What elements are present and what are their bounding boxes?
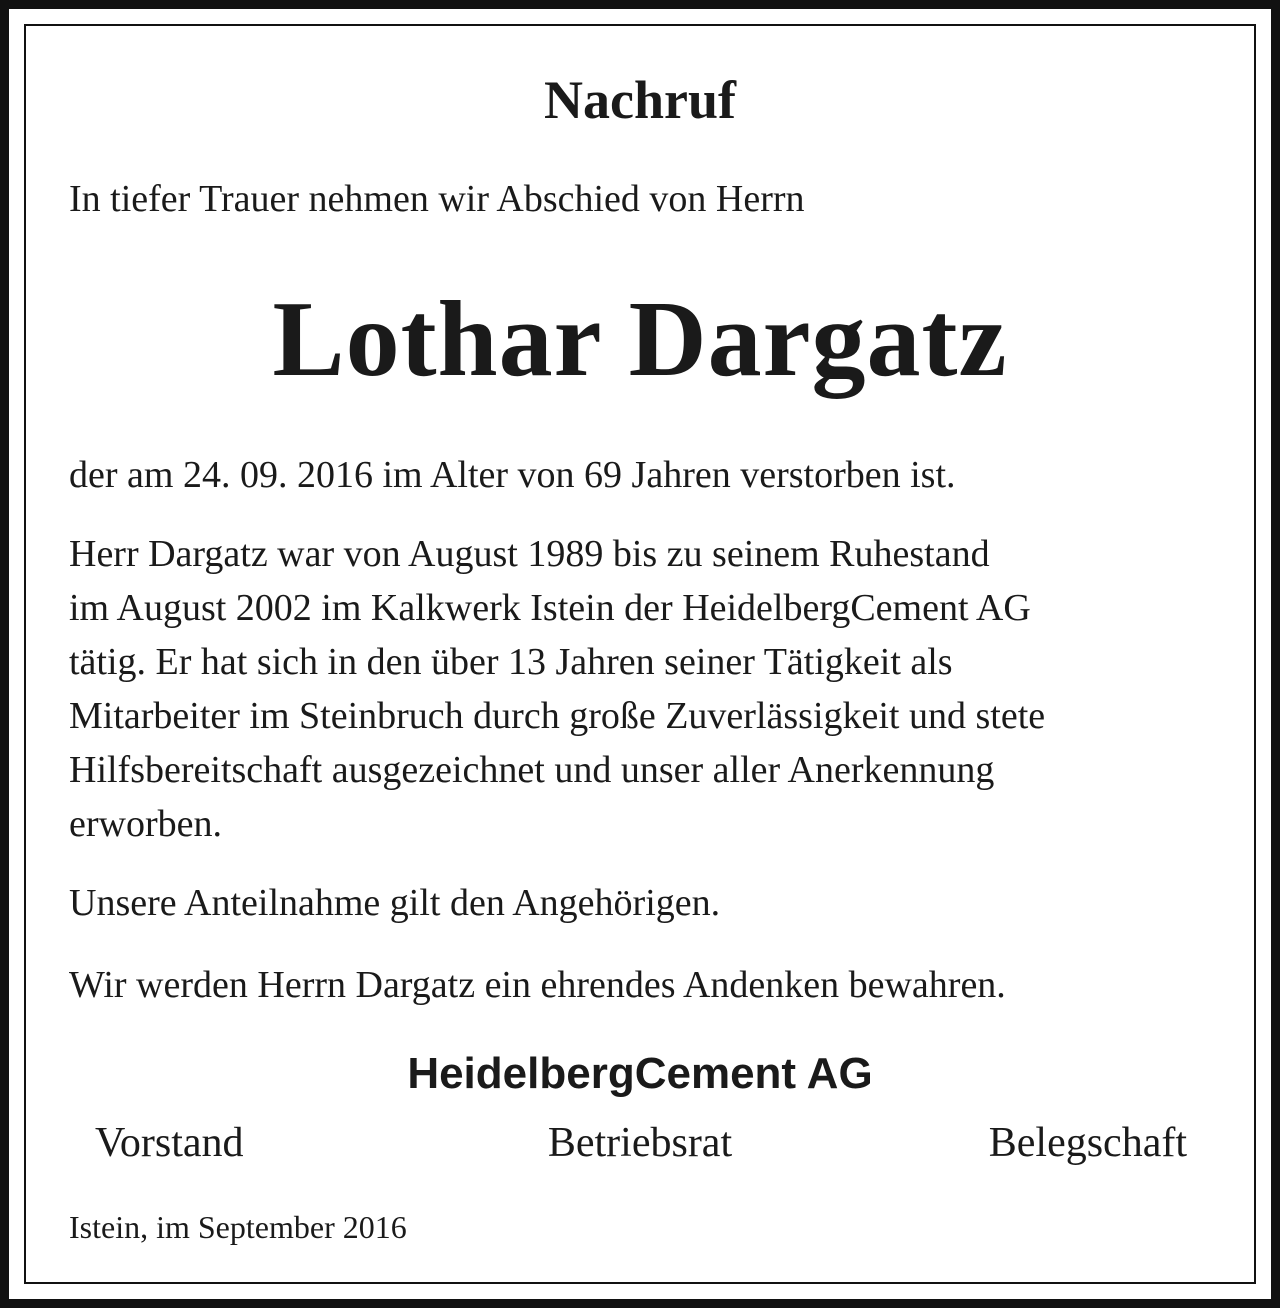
career-line: Hilfsbereitschaft ausgezeichnet und unser aller Anerkennung [69,749,995,791]
intro-text: In tiefer Trauer nehmen wir Abschied von Herrn [69,178,805,220]
signatory-staff: Belegschaft [988,1120,1187,1166]
company-name: HeidelbergCement AG [407,1049,873,1098]
career-line: erworben. [69,803,222,845]
career-line: Herr Dargatz war von August 1989 bis zu seinem Ruhestand [69,533,990,575]
signatory-board: Vorstand [95,1120,244,1166]
condolence-text: Unsere Anteilnahme gilt den Angehörigen. [69,882,721,924]
notice-title: Nachruf [544,70,736,130]
death-date-text: der am 24. 09. 2016 im Alter von 69 Jahren verstorben ist. [69,454,956,496]
career-line: tätig. Er hat sich in den über 13 Jahren seiner Tätigkeit als [69,641,953,683]
signatory-works-council: Betriebsrat [547,1120,733,1166]
career-line: im August 2002 im Kalkwerk Istein der HeidelbergCement AG [69,587,1031,629]
career-paragraph [69,527,1045,851]
place-date: Istein, im September 2016 [69,1209,407,1245]
memory-text: Wir werden Herrn Dargatz ein ehrendes Andenken bewahren. [69,964,1006,1006]
career-line: Mitarbeiter im Steinbruch durch große Zuverlässigkeit und stete [69,695,1046,737]
deceased-name: Lothar Dargatz [272,280,1008,399]
